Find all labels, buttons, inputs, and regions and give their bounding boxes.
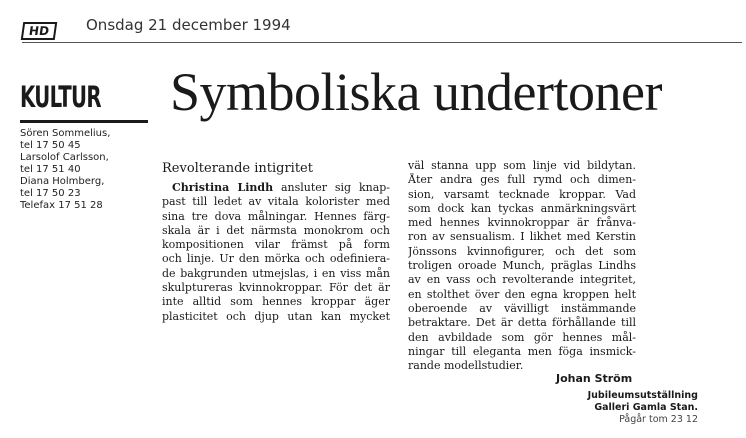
body-line: skala är i det närmsta monokrom och <box>162 223 390 237</box>
exhibition-info <box>528 390 698 426</box>
body-line: och linje. Ur den mörka och odefiniera- <box>162 252 390 266</box>
contact-line: Larsolof Carlsson, <box>20 152 109 163</box>
body-line: ron av sensualism. I likhet med Kerstin <box>408 230 636 244</box>
artist-name: Christina Lindh <box>172 181 274 194</box>
contact-line: tel 17 50 45 <box>20 140 81 151</box>
article-column-2 <box>408 159 636 373</box>
body-line: med hennes kvinnokroppar är frånva- <box>408 216 636 230</box>
contact-line: tel 17 50 23 <box>20 188 81 199</box>
body-line: past till ledet av vitala kolorister med <box>162 195 390 209</box>
body-line: av en vass och revolterande integritet, <box>408 273 636 287</box>
body-line: troligen oroade Munch, präglas Lindhs <box>408 259 636 273</box>
exhibition-name: Jubileumsutställning <box>587 390 698 401</box>
lead-line <box>162 181 390 195</box>
body-line: inte alltid som hennes kroppar äger <box>162 295 390 309</box>
section-title: KULTUR <box>20 80 101 114</box>
body-line: sina tre dova målningar. Hennes färg- <box>162 209 390 223</box>
contact-line: Diana Holmberg, <box>20 176 105 187</box>
body-line: ningar till eleganta men föga insmick- <box>408 344 636 358</box>
body-line: plasticitet och djup utan kan mycket <box>162 309 390 323</box>
body-line: som dock kan tyckas anmärkningsvärt <box>408 201 636 215</box>
body-line: oberoende av vävilligt instämmande <box>408 301 636 315</box>
body-line: Åter andra ges full rymd och dimen- <box>408 173 636 187</box>
issue-date: Onsdag 21 december 1994 <box>86 16 291 34</box>
contact-line: Telefax 17 51 28 <box>20 200 103 211</box>
exhibition-venue: Galleri Gamla Stan. <box>594 402 698 413</box>
article-headline: Symboliska undertoner <box>170 62 662 122</box>
article-column-1 <box>162 181 390 324</box>
body-line: kompositionen vilar främst på form <box>162 238 390 252</box>
body-line: sion, varsamt tecknade kroppar. Vad <box>408 187 636 201</box>
body-line: väl stanna upp som linje vid bildytan. <box>408 159 636 172</box>
article-subheading: Revolterande intigritet <box>162 161 313 176</box>
body-line: Jönssons kvinnofigurer, och det som <box>408 244 636 258</box>
body-line: de bakgrunden utmejslas, i en viss mån <box>162 266 390 280</box>
body-line: skulptureras kvinnokroppar. För det är <box>162 281 390 295</box>
exhibition-dates: Pågår tom 23 12 <box>619 414 698 425</box>
contact-list <box>20 128 170 212</box>
article-author: Johan Ström <box>556 372 633 385</box>
lead-text: ansluter sig knap- <box>280 181 390 194</box>
section-divider <box>20 120 148 123</box>
body-line: betraktare. Det är detta förhållande till <box>408 316 636 330</box>
contact-line: Sören Sommelius, <box>20 128 111 139</box>
body-line: den avbildade som gör hennes mål- <box>408 330 636 344</box>
body-line: rande modellstudier. <box>408 359 524 373</box>
header-divider <box>22 42 742 43</box>
newspaper-logo: HD <box>21 22 58 40</box>
body-line: en stolthet över den egna kroppen helt <box>408 287 636 301</box>
contact-line: tel 17 51 40 <box>20 164 81 175</box>
